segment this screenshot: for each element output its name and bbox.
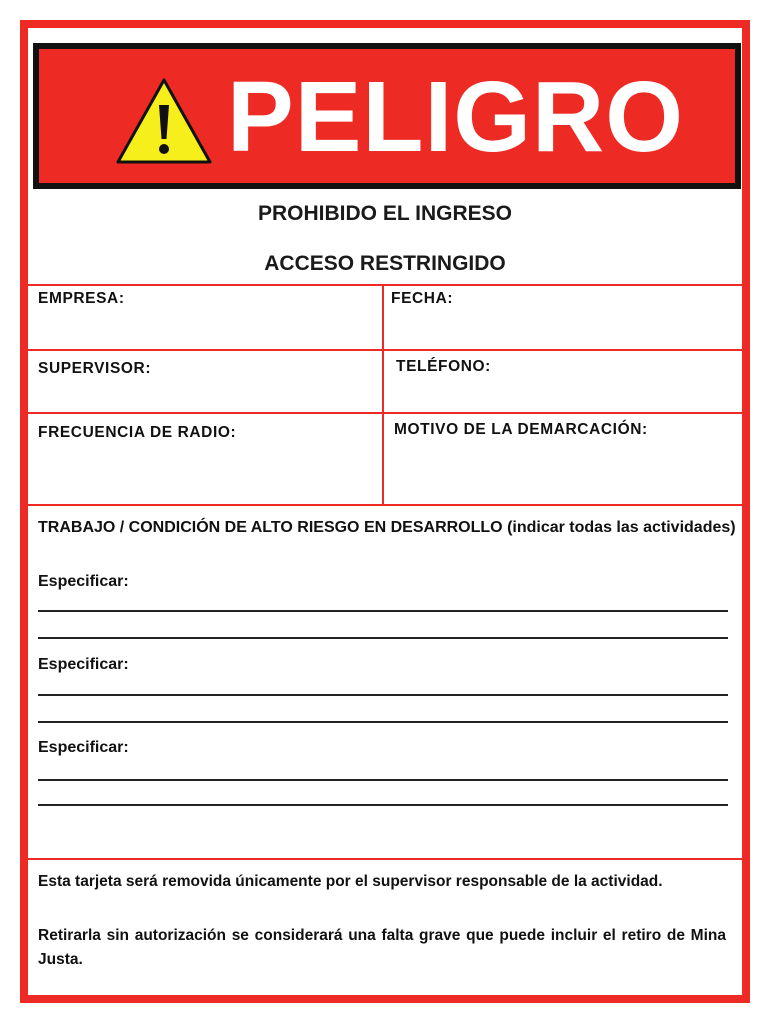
header-title: PELIGRO [227,61,685,173]
specify-writing-line [38,779,728,781]
specify-writing-line [38,694,728,696]
grid-divider [28,504,742,506]
grid-divider [28,284,742,286]
specify-label: Especificar: [38,656,129,673]
demarcation-reason-field-label: MOTIVO DE LA DEMARCACIÓN: [394,421,648,438]
unauthorized-removal-warning-text: Retirarla sin autorización se considerará una falta grave que puede incluir el retiro de Mina Justa. [38,927,726,968]
specify-writing-line [38,804,728,806]
specify-writing-line [38,610,728,612]
specify-writing-line [38,637,728,639]
high-risk-activities-title: TRABAJO / CONDICIÓN DE ALTO RIESGO EN DESARROLLO (indicar todas las actividades) [38,519,736,536]
danger-tag-card [20,20,750,1003]
supervisor-field-label: SUPERVISOR: [38,360,152,377]
grid-column-divider [382,284,384,506]
specify-label: Especificar: [38,739,129,756]
grid-divider [28,412,742,414]
radio-frequency-field-label: FRECUENCIA DE RADIO: [38,424,237,441]
footer-divider [28,858,742,860]
restricted-access-text: ACCESO RESTRINGIDO [264,252,506,275]
fecha-field-label: FECHA: [391,290,454,307]
grid-divider [28,349,742,351]
removal-notice-text: Esta tarjeta será removida únicamente por el supervisor responsable de la actividad. [38,873,663,890]
specify-writing-line [38,721,728,723]
specify-label: Especificar: [38,573,129,590]
telefono-field-label: TELÉFONO: [396,358,491,375]
prohibited-entry-text: PROHIBIDO EL INGRESO [258,202,512,225]
warning-triangle-icon [115,77,213,165]
empresa-field-label: EMPRESA: [38,290,125,307]
danger-header [33,43,741,189]
